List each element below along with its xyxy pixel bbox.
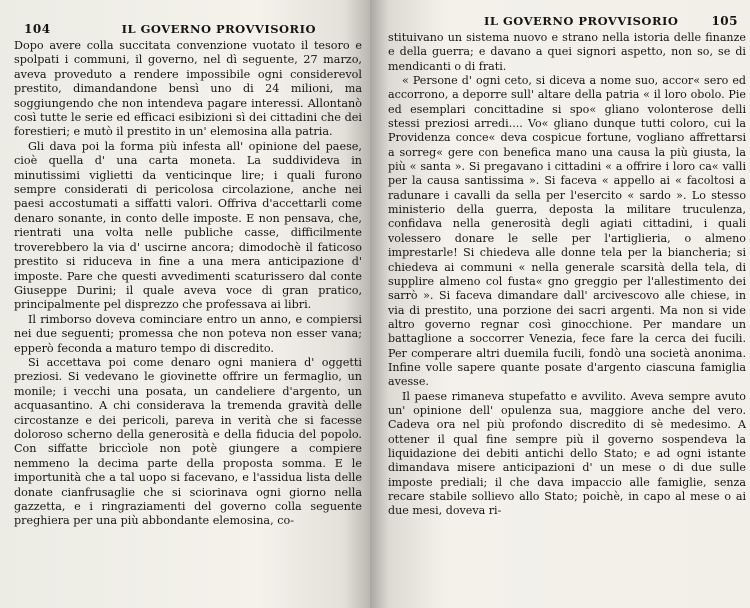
left-running-title: IL GOVERNO PROVVISORIO xyxy=(121,22,316,36)
paragraph: Dopo avere colla succitata convenzione vuotato il tesoro e spolpati i communi, il governo, nel dì seguente, 27 marzo, aveva proveduto a rendere impossibile ogni considerevol prestito, dimandandone bensì uno di 24 milioni, ma soggiungendo che non intendeva pagare interessi. Allontanò così tutte le serie ed efficaci esibizioni sì dei cittadini che dei forestieri; e mutò il prestito in un' elemosina alla patria. xyxy=(14,39,362,139)
paragraph: « Persone d' ogni ceto, si diceva a nome suo, accor« sero ed accorrono, a deporre sull' altare della patria « il loro obolo. Pie ed esemplari concittadine si spo« gliano volonterose delli stessi preziosi arredi.... Vo« gliano dunque tutti coloro, cui la Providenza conce« deva cospicue fortune, vogliano affrettarsi a sorreg« gere con benefica mano una causa la più giusta, la più « santa ». Si pregavano i cittadini « a offrire i loro ca« valli per la causa santissima ». Si faceva « appello ai « facoltosi a radunare i cavalli da sella per l'esercito « sardo ». Lo stesso ministerio della guerra, deposta la militare truculenza, confidava nella generosità degli agiati cittadini, i quali volessero donare le selle per l'artiglieria, o almeno imprestarle! Si chiedeva alle donne tela per la biancheria; si chiedeva ai communi « nella generale scarsità della tela, di supplire almeno col fusta« gno greggio per l'allestimento dei sarrò ». Si faceva dimandare dall' arcivescovo alle chiese, in via di prestito, una porzione dei sacri argenti. Ma non si vide altro governo regnar così ginocchione. Per mandare un battaglione a soccorrer Venezia, fece fare la cerca dei fucili. Per comperare altri duemila fucili, fondò una società anonima. Infine volle sapere quante posate d'argento ciascuna famiglia avesse. xyxy=(388,74,746,389)
right-page-header xyxy=(388,14,746,30)
paragraph: Il paese rimaneva stupefatto e avvilito. Aveva sempre avuto un' opinione dell' opulenza sua, maggiore anche del vero. Cadeva ora nel più profondo discredito di sè medesimo. A ottener il qual fine sempre più il governo sospendeva la liquidazione dei debiti antichi dello Stato; e ad ogni istante dimandava misere anticipazioni d' un mese o di due sulle imposte prediali; il che dava impaccio alle famiglie, senza recare stabile sollievo allo Stato; poichè, in capo al mese o ai due mesi, doveva ri- xyxy=(388,389,746,518)
paragraph: Il rimborso doveva cominciare entro un anno, e compiersi nei due seguenti; promessa che non poteva non esser vana; epperò feconda a maturo tempo di discredito. xyxy=(14,312,362,355)
paragraph: Gli dava poi la forma più infesta all' opinione del paese, cioè quella d' una carta moneta. La suddivideva in minutissimi viglietti da venticinque lire; i quali furono sempre considerati di pericolosa circolazione, anche nei paesi accostumati a siffatti valori. Offriva d'accettarli come denaro sonante, in conto delle imposte. E non pensava, che, rientrati una volta nelle publiche casse, difficilmente troverebbero la via d' uscirne ancora; dimodochè il faticoso prestito si riduceva in fine a una mera anticipazione d' imposte. Pare che questi avvedimenti scaturissero dal conte Giuseppe Durini; il quale aveva voce di gran pratico, principalmente pel disprezzo che professava ai libri. xyxy=(14,139,362,312)
paragraph: stituivano un sistema nuovo e strano nella istoria delle finanze e della guerra; e davano a quei signori aspetto, non so, se di mendicanti o di frati. xyxy=(388,31,746,73)
right-page xyxy=(370,0,750,608)
left-page-number: 104 xyxy=(24,22,51,36)
right-running-title: IL GOVERNO PROVVISORIO xyxy=(484,14,679,28)
left-page-body xyxy=(14,39,362,529)
right-page-body xyxy=(388,31,746,519)
left-page-header xyxy=(14,22,362,38)
paragraph: Si accettava poi come denaro ogni maniera d' oggetti preziosi. Si vedevano le giovinette offrire un fermaglio, un monile; i vecchi una posata, un candeliere d'argento, un acquasantino. A chi considerava la tremenda gravità delle circostanze e dei pericoli, pareva in verità che si facesse doloroso scherno della generosità e della fiducia del popolo. Con siffatte briccìole non potè giungere a compiere nemmeno la decima parte della proposta somma. E le importunità che a tal uopo si facevano, e l'assidua lista delle donate cianfrusaglie che si sciorinava ogni giorno nella gazzetta, e i ringraziamenti del governo colla seguente preghiera per una più abbondante elemosina, co- xyxy=(14,355,362,528)
right-page-number: 105 xyxy=(711,14,738,28)
left-page xyxy=(0,0,370,608)
